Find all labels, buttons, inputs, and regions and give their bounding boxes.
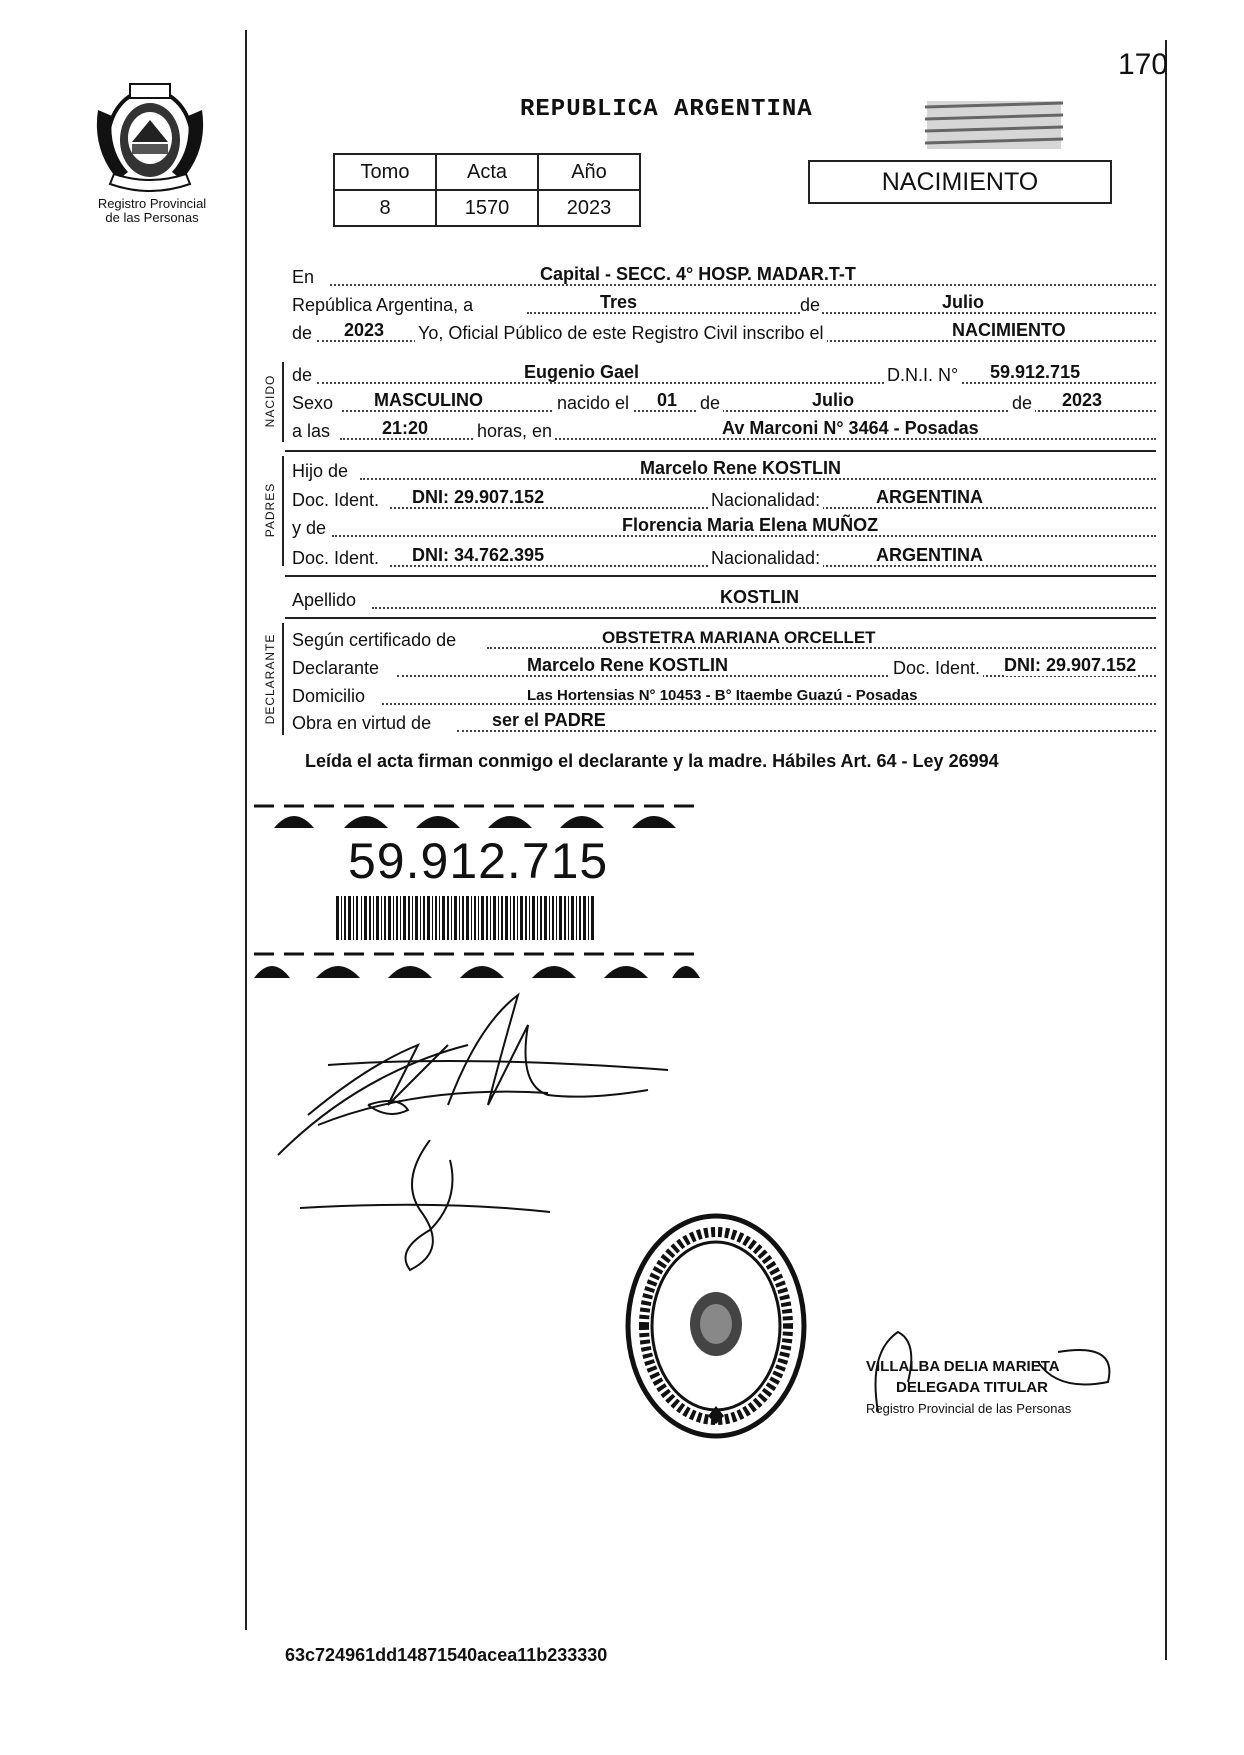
declarant-signature [268,985,688,1165]
table-value-tomo: 8 [334,190,436,226]
label-father-doc: Doc. Ident. [292,490,380,510]
label-de-month: de [697,393,723,414]
label-mother-nationality: Nacionalidad: [708,548,823,569]
value-birth-day: 01 [657,390,678,410]
label-certificado: Según certificado de [292,630,457,650]
value-year: 2023 [344,320,385,340]
label-nacido-el: nacido el [554,393,632,414]
label-horas-en: horas, en [474,421,555,442]
right-margin-rule [1165,40,1167,1660]
label-nacido-de: de [292,365,313,385]
officer-title: DELEGADA TITULAR [896,1379,1048,1396]
value-birth-place: Av Marconi N° 3464 - Posadas [722,418,979,438]
line-domicilio [292,681,1156,709]
value-declarante: Marcelo Rene KOSTLIN [527,655,729,675]
value-sexo: MASCULINO [374,390,483,410]
label-obra: Obra en virtud de [292,713,432,733]
left-margin-rule [245,30,247,1630]
officer-name: VILLALBA DELIA MARIETA [866,1358,1060,1375]
line-nacido-hora [292,416,1156,444]
record-type-box: NACIMIENTO [808,160,1112,204]
value-place: Capital - SECC. 4° HOSP. MADAR.T-T [540,264,856,284]
label-de2: de [292,323,313,343]
section-divider [285,617,1156,619]
value-father-name: Marcelo Rene KOSTLIN [640,458,842,478]
label-domicilio: Domicilio [292,686,366,706]
value-mother-name: Florencia Maria Elena MUÑOZ [622,515,879,535]
security-pattern-bottom [254,948,704,980]
value-obra: ser el PADRE [492,710,606,730]
registry-official-seal [624,1212,808,1440]
table-value-acta: 1570 [436,190,538,226]
table-header-tomo: Tomo [334,154,436,190]
province-coat-of-arms-logo [88,80,212,198]
value-declarante-doc: DNI: 29.907.152 [1004,655,1137,675]
label-de: de [800,295,821,315]
table-header-anio: Año [538,154,640,190]
line-place [292,262,1156,290]
label-republica: República Argentina, a [292,295,474,315]
value-child-name: Eugenio Gael [524,362,640,382]
officer-registry: Registro Provincial de las Personas [866,1401,1072,1416]
value-certificado: OBSTETRA MARIANA ORCELLET [602,628,876,647]
value-child-dni: 59.912.715 [990,362,1081,382]
line-apellido [292,585,1156,613]
table-header-acta: Acta [436,154,538,190]
line-father [292,456,1156,484]
line-mother-doc [292,543,1156,571]
line-date [292,290,1156,318]
label-de-year: de [1009,393,1035,414]
label-a-las: a las [292,421,331,441]
officer-stamp [866,1356,1071,1419]
value-month: Julio [942,292,985,312]
table-value-anio: 2023 [538,190,640,226]
value-day-text: Tres [600,292,638,312]
line-declarante [292,653,1156,681]
nacido-bracket [282,362,284,442]
value-birth-time: 21:20 [382,418,429,438]
label-hijo-de: Hijo de [292,461,349,481]
value-domicilio: Las Hortensias N° 10453 - B° Itaembe Guazú - Posadas [527,687,918,704]
line-nacido-sexo [292,388,1156,416]
security-pattern-top [254,800,694,830]
label-en: En [292,267,315,287]
document-hash: 63c724961dd14871540acea11b233330 [285,1645,608,1665]
section-divider [285,575,1156,577]
line-certificado [292,625,1156,653]
label-sexo: Sexo [292,393,334,413]
closing-statement: Leída el acta firman conmigo el declarante y la madre. Hábiles Art. 64 - Ley 26994 [305,751,999,771]
line-father-doc [292,485,1156,513]
line-mother [292,513,1156,541]
section-divider [285,450,1156,452]
section-label-padres: PADRES [263,482,277,538]
value-mother-doc: DNI: 34.762.395 [412,545,545,565]
padres-bracket [282,456,284,566]
label-y-de: y de [292,518,327,538]
line-obra [292,708,1156,736]
section-label-nacido: NACIDO [263,374,277,428]
label-dni: D.N.I. N° [884,365,961,386]
label-mother-doc: Doc. Ident. [292,548,380,568]
label-declarante: Declarante [292,658,380,678]
small-stamp-mark [925,97,1063,153]
mother-signature [300,1140,580,1280]
label-declarante-doc: Doc. Ident. [890,658,983,679]
declarante-bracket [282,623,284,735]
logo-caption-line1: Registro Provincial [97,196,207,211]
value-mother-nationality: ARGENTINA [876,545,983,565]
register-table [333,153,641,227]
logo-caption-line2: de las Personas [105,210,199,225]
value-father-nationality: ARGENTINA [876,487,983,507]
section-label-declarante: DECLARANTE [263,633,277,725]
value-birth-month: Julio [812,390,855,410]
line-nacido-name [292,360,1156,388]
line-inscription [292,318,1156,346]
label-apellido: Apellido [292,590,357,610]
page-number: 170 [1118,48,1169,81]
value-birth-year: 2023 [1062,390,1103,410]
value-inscribed: NACIMIENTO [952,320,1066,340]
barcode [336,896,596,940]
label-oficial: Yo, Oficial Público de este Registro Civil inscribo el [415,323,827,344]
logo-caption [72,197,232,225]
label-father-nationality: Nacionalidad: [708,490,823,511]
id-number-label: 59.912.715 [348,833,609,889]
value-father-doc: DNI: 29.907.152 [412,487,545,507]
document-title: REPUBLICA ARGENTINA [520,96,813,123]
value-apellido: KOSTLIN [720,587,799,607]
